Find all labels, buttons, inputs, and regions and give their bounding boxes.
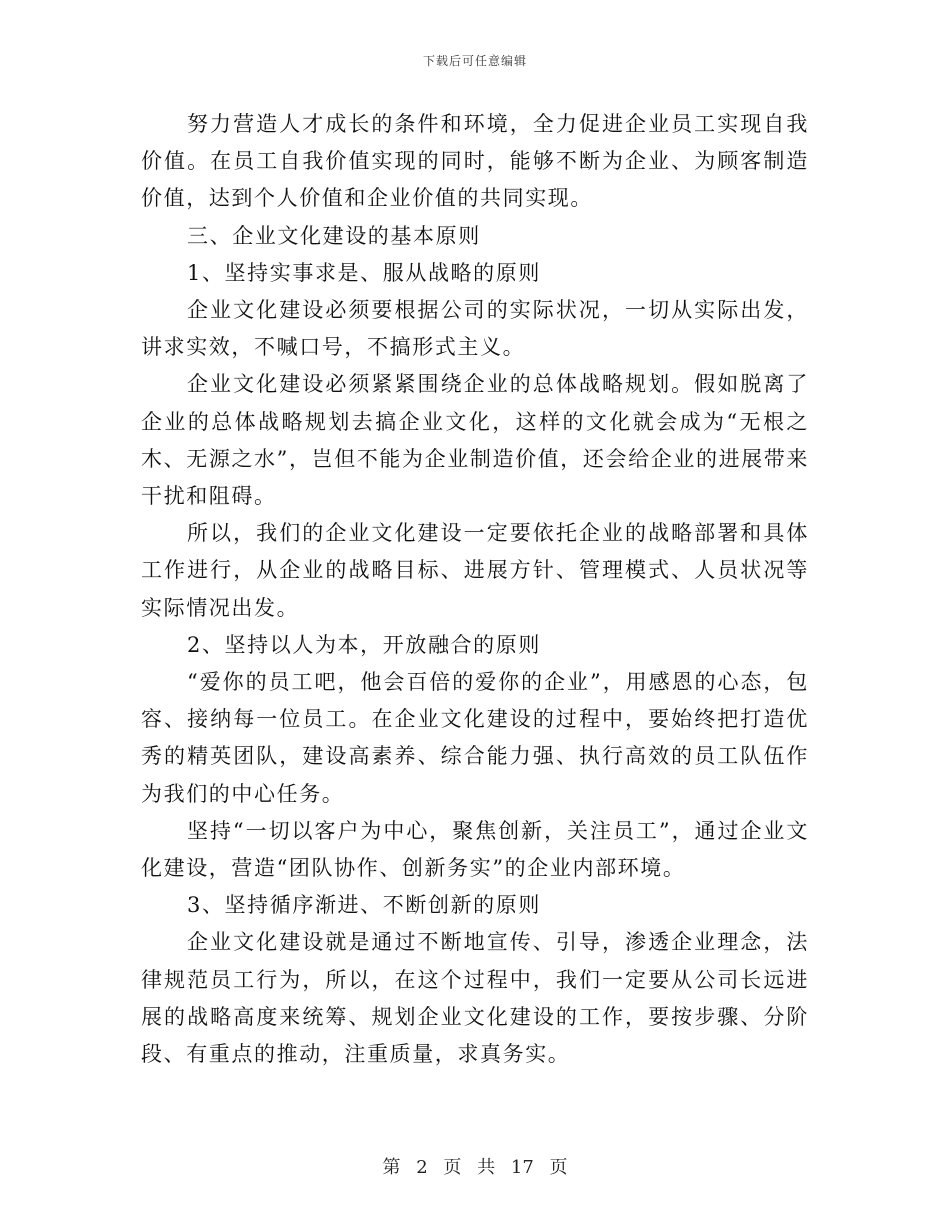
page-footer [0,1153,950,1179]
current-page-number: 2 [416,1157,428,1178]
paragraph: 所以，我们的企业文化建设一定要依托企业的战略部署和具体工作进行，从企业的战略目标、进展方针、管理模式、人员状况等实际情况出发。 [141,521,809,620]
paragraph: 企业文化建设必须紧紧围绕企业的总体战略规划。假如脱离了企业的总体战略规划去搞企业文化，这样的文化就会成为“无根之木、无源之水”，岂但不能为企业制造价值，还会给企业的进展带来干扰和阻碍。 [141,372,809,509]
section-heading: 三、企业文化建设的基本原则 [187,223,481,248]
principle-heading-1: 1、坚持实事求是、服从战略的原则 [187,260,541,285]
footer-prefix: 第 [382,1157,401,1178]
total-page-count: 17 [510,1157,534,1178]
principle-heading-3: 3、坚持循序渐进、不断创新的原则 [187,893,541,918]
page-header: 下载后可任意编辑 [422,54,527,68]
paragraph-intro: 努力营造人才成长的条件和环境，全力促进企业员工实现自我价值。在员工自我价值实现的同时，能够不断为企业、为顾客制造价值，达到个人价值和企业价值的共同实现。 [141,112,809,211]
paragraph: 企业文化建设必须要根据公司的实际状况，一切从实际出发，讲求实效，不喊口号，不搞形式主义。 [141,298,809,360]
footer-suffix: 页 [549,1157,568,1178]
footer-page-word: 页 [443,1157,462,1178]
document-body [141,106,809,1073]
paragraph: 坚持“一切以客户为中心，聚焦创新，关注员工”，通过企业文化建设，营造“团队协作、创新务实”的企业内部环境。 [141,818,809,881]
paragraph: “爱你的员工吧，他会百倍的爱你的企业”，用感恩的心态，包容、接纳每一位员工。在企业文化建设的过程中，要始终把打造优秀的精英团队，建设高素养、综合能力强、执行高效的员工队伍作为我们的中心任务。 [141,670,809,806]
paragraph: 企业文化建设就是通过不断地宣传、引导，渗透企业理念，法律规范员工行为，所以，在这个过程中，我们一定要从公司长远进展的战略高度来统筹、规划企业文化建设的工作，要按步骤、分阶段、有重点的推动，注重质量，求真务实。 [141,930,809,1067]
principle-heading-2: 2、坚持以人为本，开放融合的原则 [187,632,541,657]
footer-total-word: 共 [477,1157,496,1178]
